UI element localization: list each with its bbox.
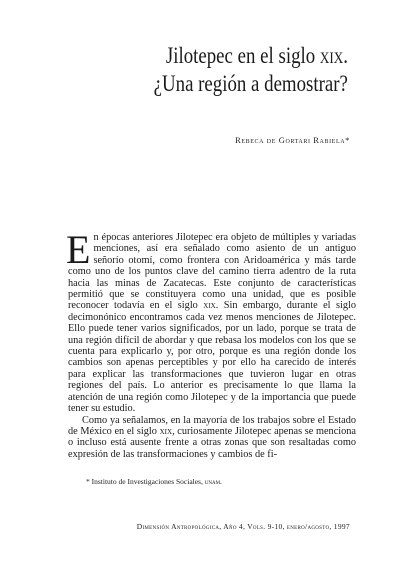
paragraph-1: En épocas anteriores Jilotepec era objeto de múltiples y variadas menciones, así era señalado como asiento de un antiguo señorío otomí, como frontera con Aridoamérica y más tarde como uno de los puntos clave del camino tierra adentro de la ruta hacia las minas de Zacatecas. Este conjunto de características permitió que se constituyera como una unidad, que es posible reconocer todavía en el siglo xix. Sin embargo, durante el siglo decimonónico encontramos cada vez menos menciones de Jilotepec. Ello puede tener varios significados, por un lado, porque se trata de una región difícil de abordar y que rebasa los modelos con los que se cuenta para explicarlo y, por otro, porque es una región donde los cambios son apenas perceptibles y por ello ha carecido de interés para explicar las transformaciones que tuvieron lugar en otras regiones del país. Lo anterior es precisamente lo que llama la atención de una región como Jilotepec y de la importancia que puede tener su estudio. bbox=[66, 227, 356, 415]
journal-footer: Dimensión Antropológica, Año 4, Vols. 9-10, enero/agosto, 1997 bbox=[136, 522, 350, 531]
title-line-2: ¿Una región a demostrar? bbox=[153, 71, 348, 96]
drop-cap: E bbox=[66, 227, 91, 272]
title-line-1: Jilotepec en el siglo xix. bbox=[165, 43, 348, 68]
author-byline: Rebeca de Gortari Rabiela* bbox=[235, 135, 350, 145]
footnote: * Instituto de Investigaciones Sociales, unam. bbox=[86, 477, 222, 486]
paragraph-2: Como ya señalamos, en la mayoría de los trabajos sobre el Estado de México en el siglo xix, curiosamente Jilotepec apenas se menciona o incluso está ausente frente a otras zonas que son resaltadas como expresión de las transformaciones y cambios de fi- bbox=[68, 414, 356, 460]
century-numeral: xix bbox=[319, 43, 344, 68]
article-body bbox=[66, 227, 356, 460]
article-title bbox=[154, 42, 348, 98]
